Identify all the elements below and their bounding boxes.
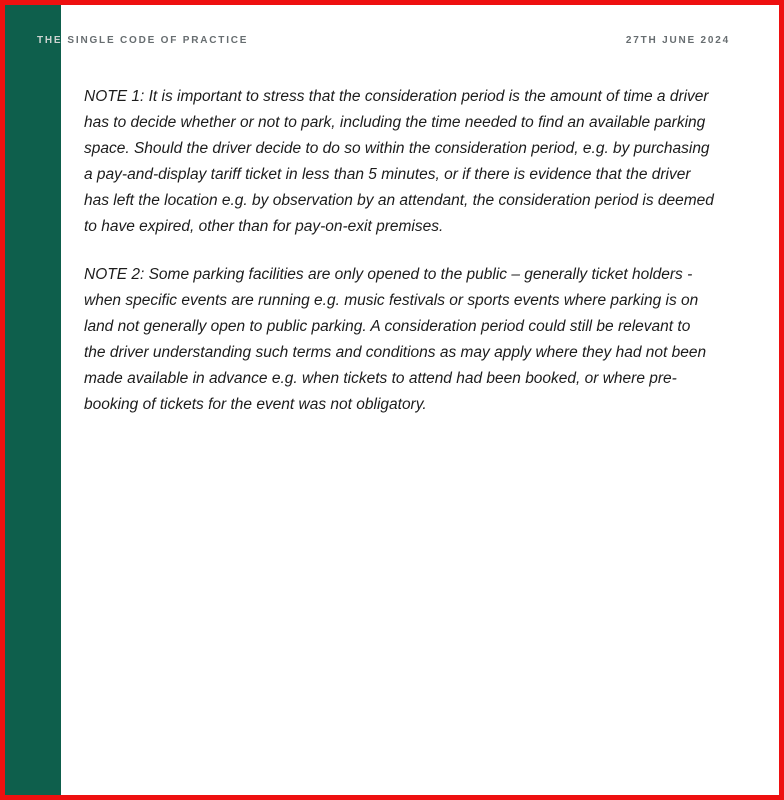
note-2-paragraph: NOTE 2: Some parking facilities are only opened to the public – generally ticket holders - when specific events are running e.g. music festivals or sports events where parking is on land not generally open to public parking. A consideration period could still be relevant to the driver understanding such terms and conditions as may apply where they had not been made available in advance e.g. when tickets to attend had been booked, or where pre-booking of tickets for the event was not obligatory. [84, 266, 707, 413]
document-title-prefix: THE [37, 35, 63, 46]
document-body [84, 84, 714, 418]
page-header [37, 35, 730, 46]
sidebar-green-band [5, 5, 61, 795]
header-date: 27TH JUNE 2024 [625, 35, 730, 46]
document-title [37, 35, 248, 46]
note-1-paragraph: NOTE 1: It is important to stress that the consideration period is the amount of time a driver has to decide whether or not to park, including the time needed to find an available parking space. Should the driver decide to do so within the consideration period, e.g. by purchasing a pay-and-display tariff ticket in less than 5 minutes, or if there is evidence that the driver has left the location e.g. by observation by an attendant, the consideration period is deemed to have expired, other than for pay-on-exit premises. [84, 88, 714, 235]
document-title-rest: SINGLE CODE OF PRACTICE [67, 35, 249, 46]
